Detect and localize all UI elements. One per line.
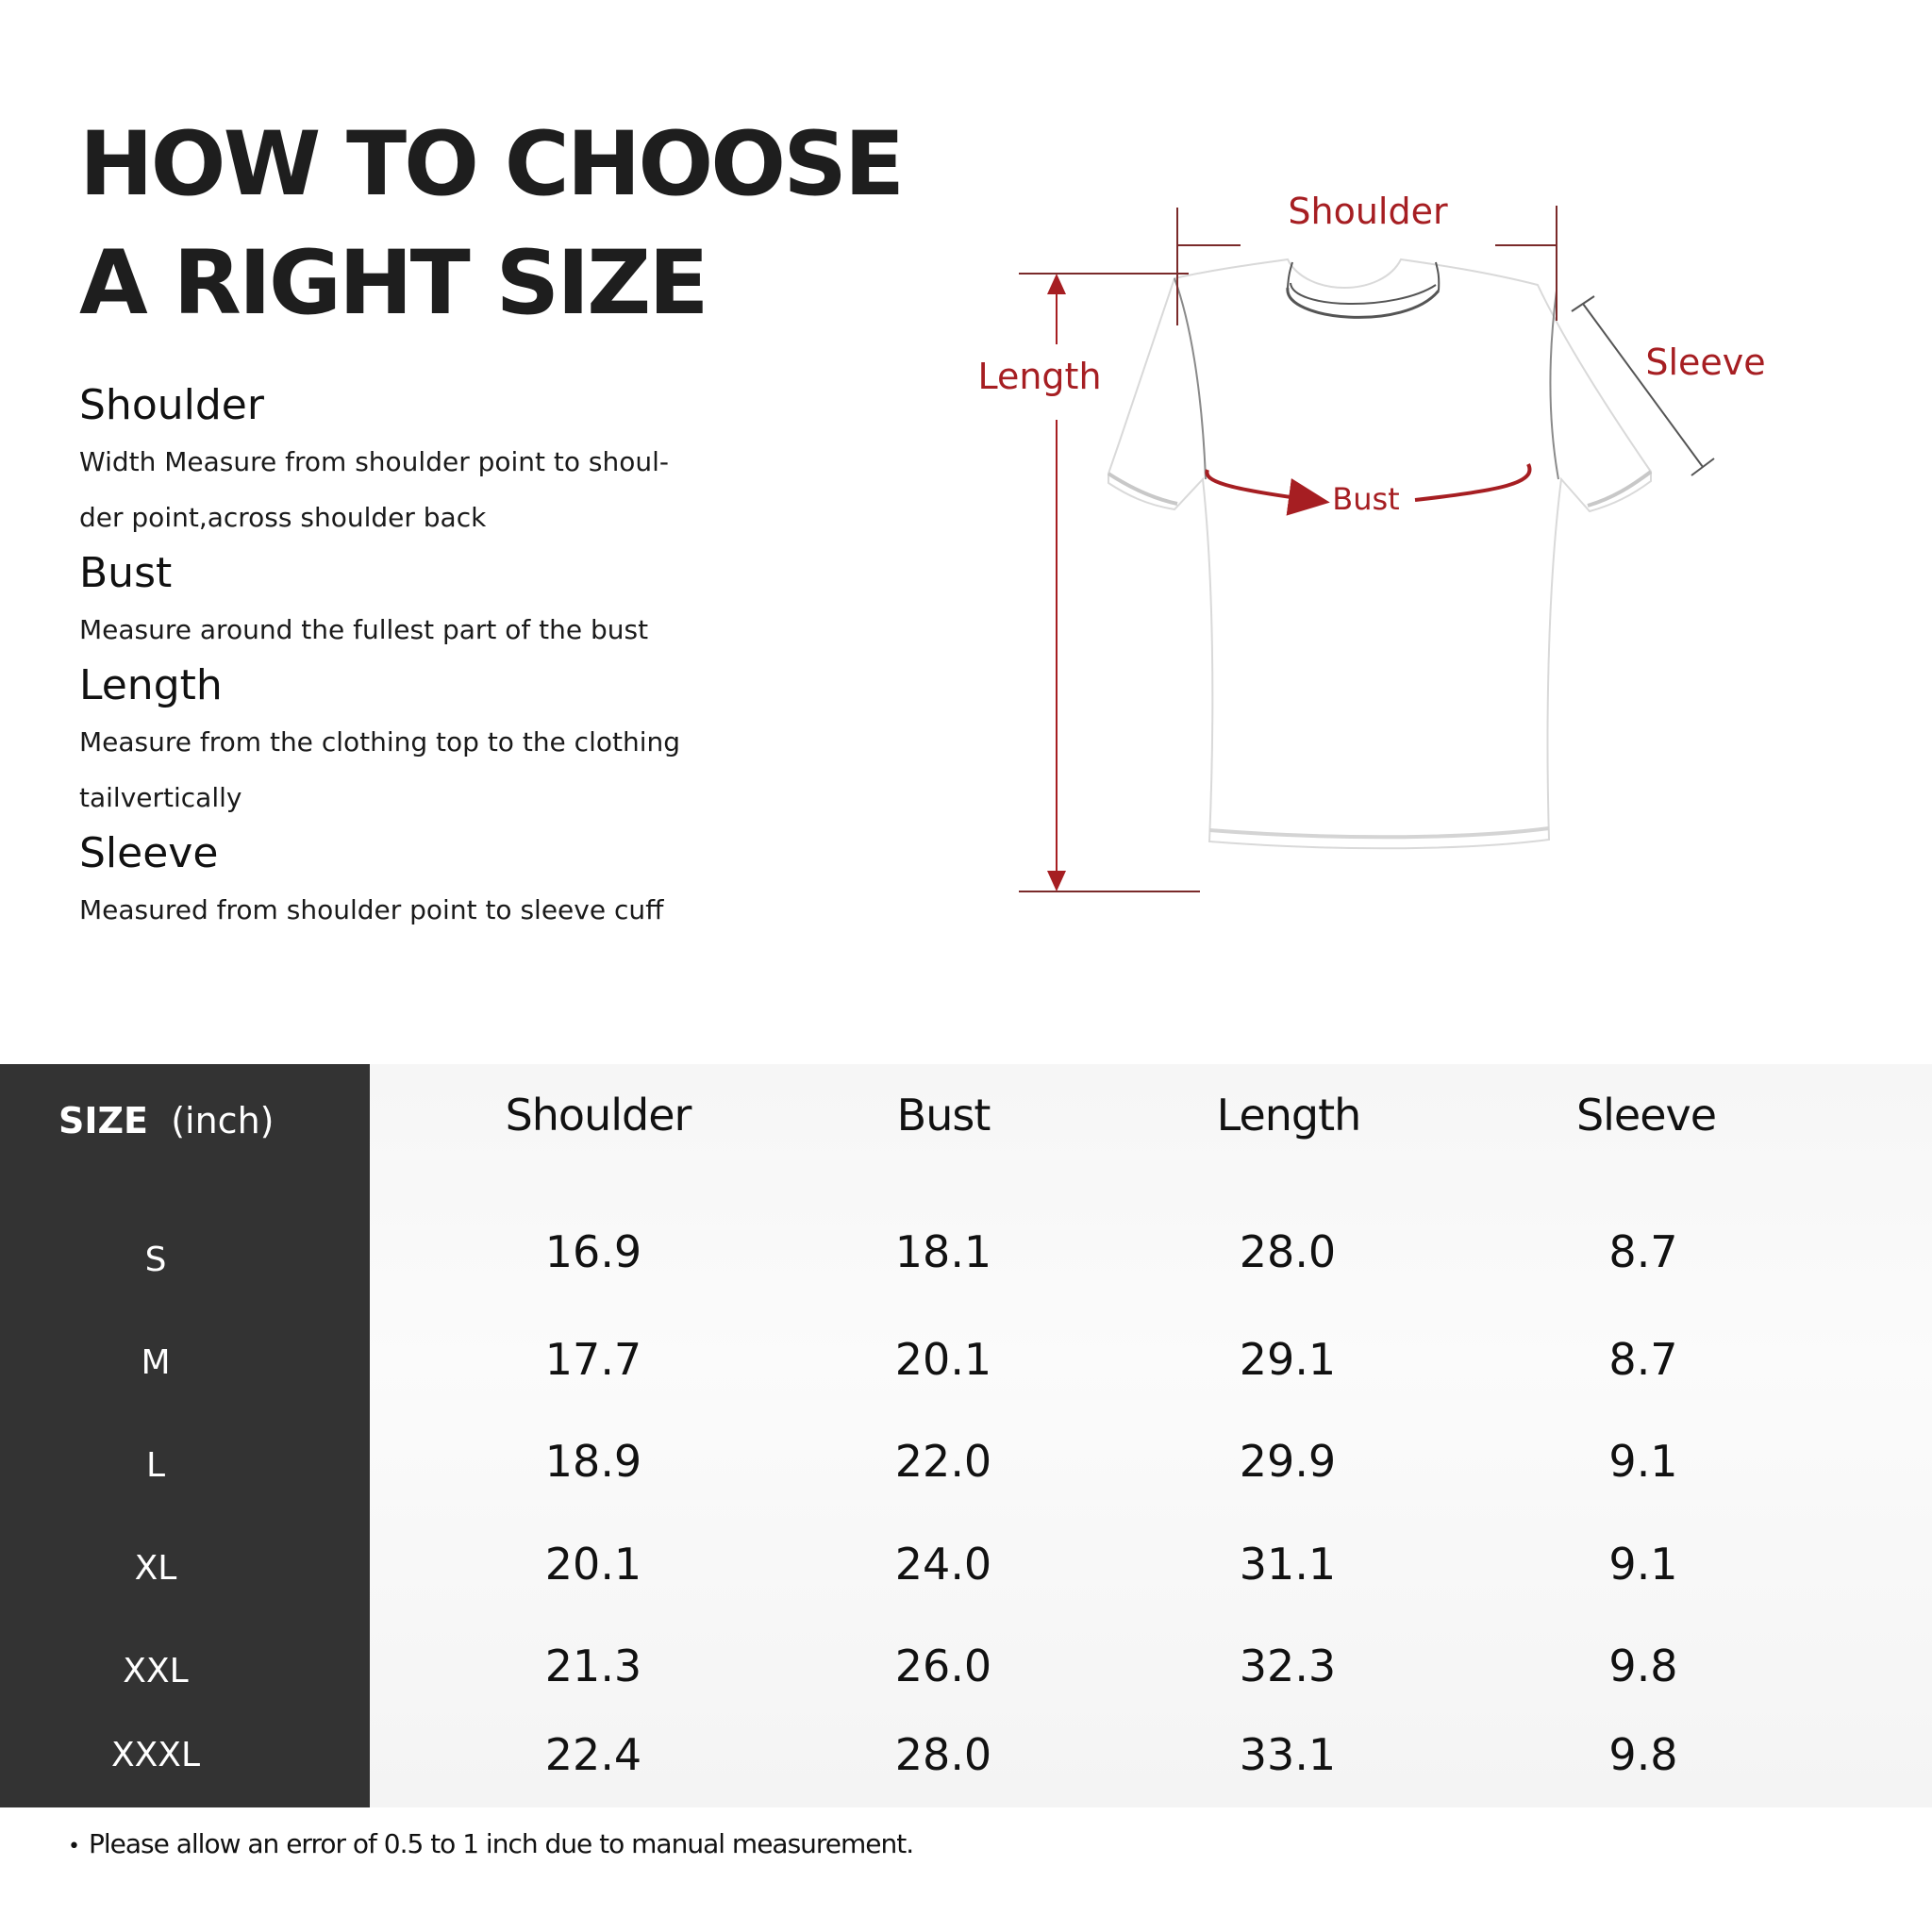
size-label-l: L (145, 1446, 166, 1485)
size-label-s: S (144, 1241, 167, 1279)
table-cell: 9.1 (1608, 1539, 1678, 1590)
table-cell: 24.0 (894, 1539, 992, 1590)
table-cell: 29.9 (1239, 1436, 1337, 1487)
table-cell: 22.0 (894, 1436, 992, 1487)
table-cell: 18.1 (894, 1226, 992, 1277)
table-cell: 8.7 (1608, 1334, 1678, 1385)
size-label-xl: XL (134, 1549, 177, 1588)
tshirt-diagram (972, 179, 1821, 915)
bust-label: Bust (1332, 481, 1400, 517)
column-header-bust: Bust (896, 1090, 991, 1141)
size-label-xxxl: XXXL (110, 1736, 201, 1774)
size-column (0, 1064, 370, 1807)
table-cell: 9.8 (1608, 1641, 1678, 1691)
shoulder-label: Shoulder (1288, 191, 1448, 232)
title-line-2: A RIGHT SIZE (79, 232, 707, 335)
guide-bust-text-1: Measure around the fullest part of the bust (79, 614, 649, 645)
guide-sleeve-heading: Sleeve (79, 829, 219, 877)
table-cell: 9.1 (1608, 1436, 1678, 1487)
table-cell: 32.3 (1239, 1641, 1337, 1691)
table-cell: 8.7 (1608, 1226, 1678, 1277)
guide-shoulder-heading: Shoulder (79, 381, 264, 429)
size-label-xxl: XXL (123, 1652, 189, 1690)
measurement-note (68, 1828, 913, 1859)
guide-length-text-1: Measure from the clothing top to the clothing (79, 726, 681, 758)
guide-bust-heading: Bust (79, 549, 173, 597)
table-cell: 33.1 (1239, 1729, 1337, 1780)
column-header-shoulder: Shoulder (505, 1090, 691, 1141)
guide-bust (79, 545, 758, 658)
table-cell: 28.0 (1239, 1226, 1337, 1277)
tshirt-icon (1108, 259, 1651, 848)
guide-length (79, 658, 758, 825)
guide-sleeve-text-1: Measured from shoulder point to sleeve cuff (79, 894, 664, 925)
guide-shoulder (79, 377, 758, 545)
guide-shoulder-text-1: Width Measure from shoulder point to shoul- (79, 446, 670, 477)
table-cell: 9.8 (1608, 1729, 1678, 1780)
table-cell: 31.1 (1239, 1539, 1337, 1590)
table-cell: 29.1 (1239, 1334, 1337, 1385)
size-label-m: M (141, 1343, 171, 1382)
table-cell: 21.3 (544, 1641, 642, 1691)
table-cell: 26.0 (894, 1641, 992, 1691)
bullet-icon: • (68, 1835, 79, 1858)
length-label: Length (977, 356, 1102, 397)
sleeve-label: Sleeve (1645, 341, 1766, 383)
column-header-length: Length (1216, 1090, 1361, 1141)
table-cell: 18.9 (544, 1436, 642, 1487)
guide-length-text-2: tailvertically (79, 782, 242, 813)
table-cell: 28.0 (894, 1729, 992, 1780)
page-title (79, 106, 902, 343)
table-cell: 22.4 (544, 1729, 642, 1780)
title-line-1: HOW TO CHOOSE (79, 113, 903, 216)
table-cell: 20.1 (544, 1539, 642, 1590)
table-cell: 16.9 (544, 1226, 642, 1277)
measurement-guide (79, 377, 758, 938)
table-cell: 17.7 (544, 1334, 642, 1385)
size-header (58, 1100, 274, 1141)
size-header-label: SIZE (58, 1100, 149, 1141)
column-header-sleeve: Sleeve (1575, 1090, 1717, 1141)
guide-shoulder-text-2: der point,across shoulder back (79, 502, 487, 533)
measurement-note-text: Please allow an error of 0.5 to 1 inch due to manual measurement. (88, 1828, 914, 1859)
table-cell: 20.1 (894, 1334, 992, 1385)
guide-length-heading: Length (79, 661, 223, 709)
unit-header-label: (inch) (171, 1100, 275, 1141)
guide-sleeve (79, 825, 758, 938)
